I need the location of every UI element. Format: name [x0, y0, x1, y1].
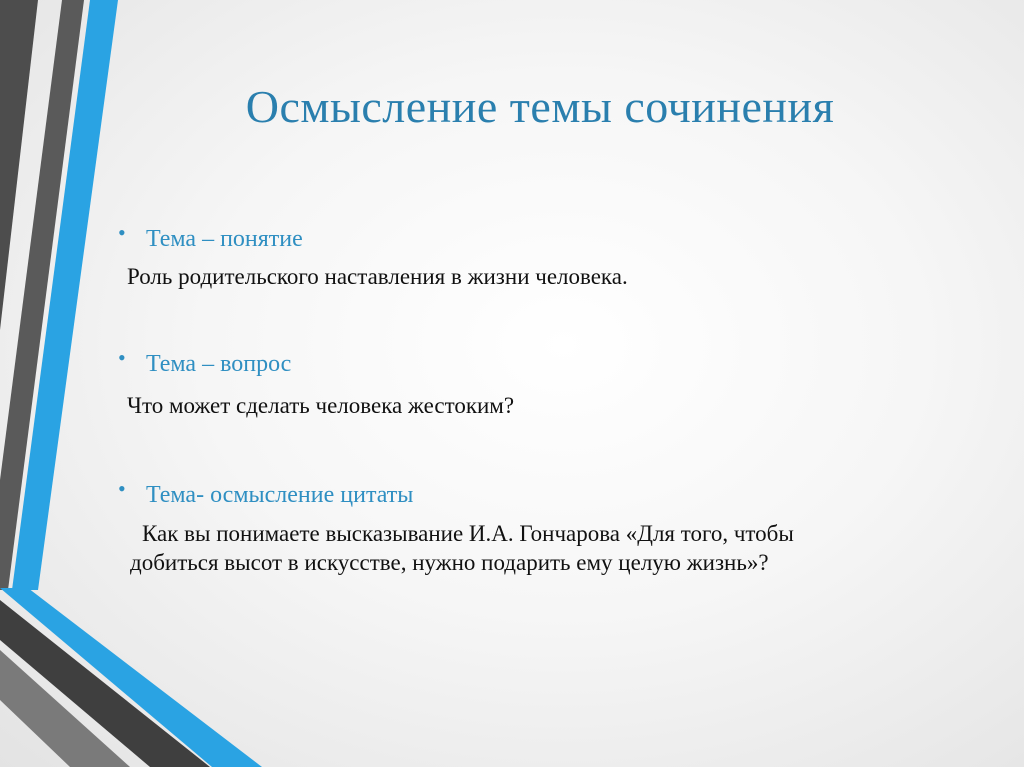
- bullet-theme-concept: [118, 220, 303, 254]
- bullet-heading: Тема – понятие: [146, 226, 303, 252]
- bullet-theme-quote: [118, 476, 413, 510]
- bullet-heading: Тема – вопрос: [146, 351, 292, 377]
- bullet-dot-icon: •: [118, 345, 126, 370]
- quote-line-1: Как вы понимаете высказывание И.А. Гончарова «Для того, чтобы: [142, 521, 794, 546]
- bullet-theme-question: [118, 345, 291, 379]
- theme-quote-text: [130, 520, 970, 578]
- bullet-dot-icon: •: [118, 220, 126, 245]
- bullet-heading: Тема- осмысление цитаты: [146, 482, 414, 508]
- bullet-dot-icon: •: [118, 476, 126, 501]
- theme-question-text: Что может сделать человека жестоким?: [127, 393, 515, 418]
- slide-title: Осмысление темы сочинения: [245, 81, 835, 132]
- quote-line-2: добиться высот в искусстве, нужно подарить ему целую жизнь»?: [130, 549, 769, 575]
- theme-concept-text: Роль родительского наставления в жизни человека.: [127, 264, 628, 289]
